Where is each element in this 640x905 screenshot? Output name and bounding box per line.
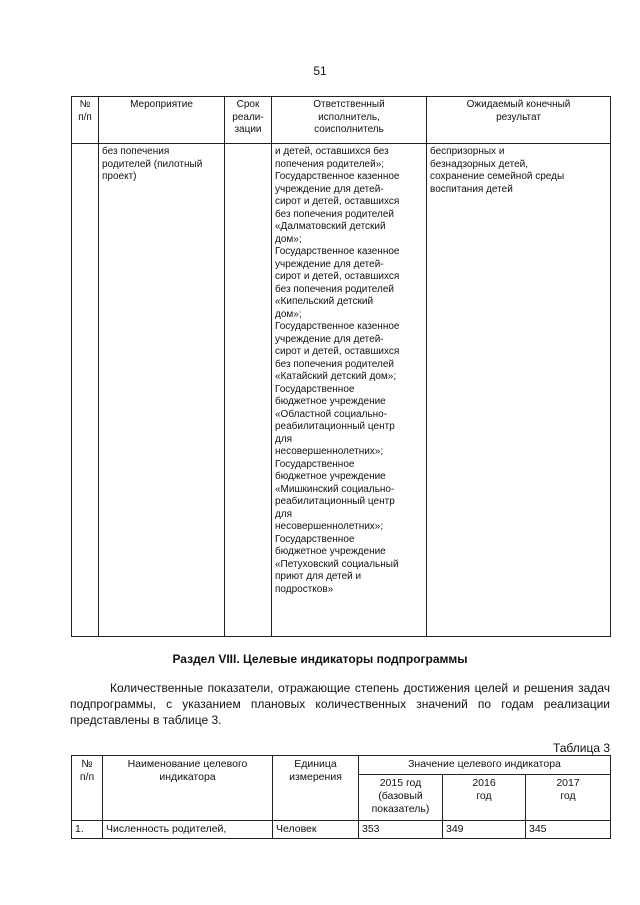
col-header-num: № п/п bbox=[72, 756, 103, 821]
table-caption: Таблица 3 bbox=[552, 741, 610, 755]
page-number: 51 bbox=[313, 64, 327, 78]
cell-2015: 353 bbox=[359, 821, 443, 839]
col-header-2016: 2016 год bbox=[443, 774, 526, 820]
table-row bbox=[72, 144, 611, 637]
cell-2017: 345 bbox=[526, 821, 611, 839]
cell-term bbox=[225, 144, 272, 637]
table-header-row bbox=[72, 97, 611, 144]
cell-name: Численность родителей, bbox=[103, 821, 273, 839]
table-header-row bbox=[72, 756, 611, 775]
activities-table bbox=[71, 96, 611, 637]
body-paragraph bbox=[70, 680, 610, 728]
col-header-2017: 2017 год bbox=[526, 774, 611, 820]
col-header-activity: Мероприятие bbox=[99, 97, 225, 144]
col-header-result: Ожидаемый конечный результат bbox=[427, 97, 611, 144]
cell-activity: без попечения родителей (пилотный проект) bbox=[99, 144, 225, 637]
cell-2016: 349 bbox=[443, 821, 526, 839]
cell-num: 1. bbox=[72, 821, 103, 839]
cell-num bbox=[72, 144, 99, 637]
indicators-table bbox=[71, 755, 611, 839]
col-header-executor: Ответственный исполнитель, соисполнитель bbox=[272, 97, 427, 144]
table-row bbox=[72, 821, 611, 839]
col-header-2015: 2015 год (базовый показатель) bbox=[359, 774, 443, 820]
col-header-unit: Единица измерения bbox=[273, 756, 359, 821]
col-header-num: № п/п bbox=[72, 97, 99, 144]
col-header-term: Срок реали- зации bbox=[225, 97, 272, 144]
cell-unit: Человек bbox=[273, 821, 359, 839]
paragraph-text: Количественные показатели, отражающие степень достижения целей и решения задач подпрограммы, с указанием плановых количественных значений по годам реализации представлены в таблице 3. bbox=[70, 681, 610, 727]
col-header-value: Значение целевого индикатора bbox=[359, 756, 611, 775]
col-header-name: Наименование целевого индикатора bbox=[103, 756, 273, 821]
cell-executor: и детей, оставшихся без попечения родителей»; Государственное казенное учреждение для детей- сирот и детей, оставшихся без попечения родителей «Далматовский детский дом»; Государственное казенное учреждение для детей- сирот и детей, оставшихся без попечения родителей «Кипельский детский дом»; Государственное казенное учреждение для детей- сирот и детей, оставшихся без попечения родителей «Катайский детский дом»; Государственное бюджетное учреждение «Областной социально- реабилитационный центр для несовершеннолетних»; Государственное бюджетное учреждение «Мишкинский социально- реабилитационный центр для несовершеннолетних»; Государственное бюджетное учреждение «Петуховский социальный приют для детей и подростков» bbox=[272, 144, 427, 637]
cell-result: беспризорных и безнадзорных детей, сохранение семейной среды воспитания детей bbox=[427, 144, 611, 637]
section-title: Раздел VIII. Целевые индикаторы подпрограммы bbox=[172, 652, 468, 666]
